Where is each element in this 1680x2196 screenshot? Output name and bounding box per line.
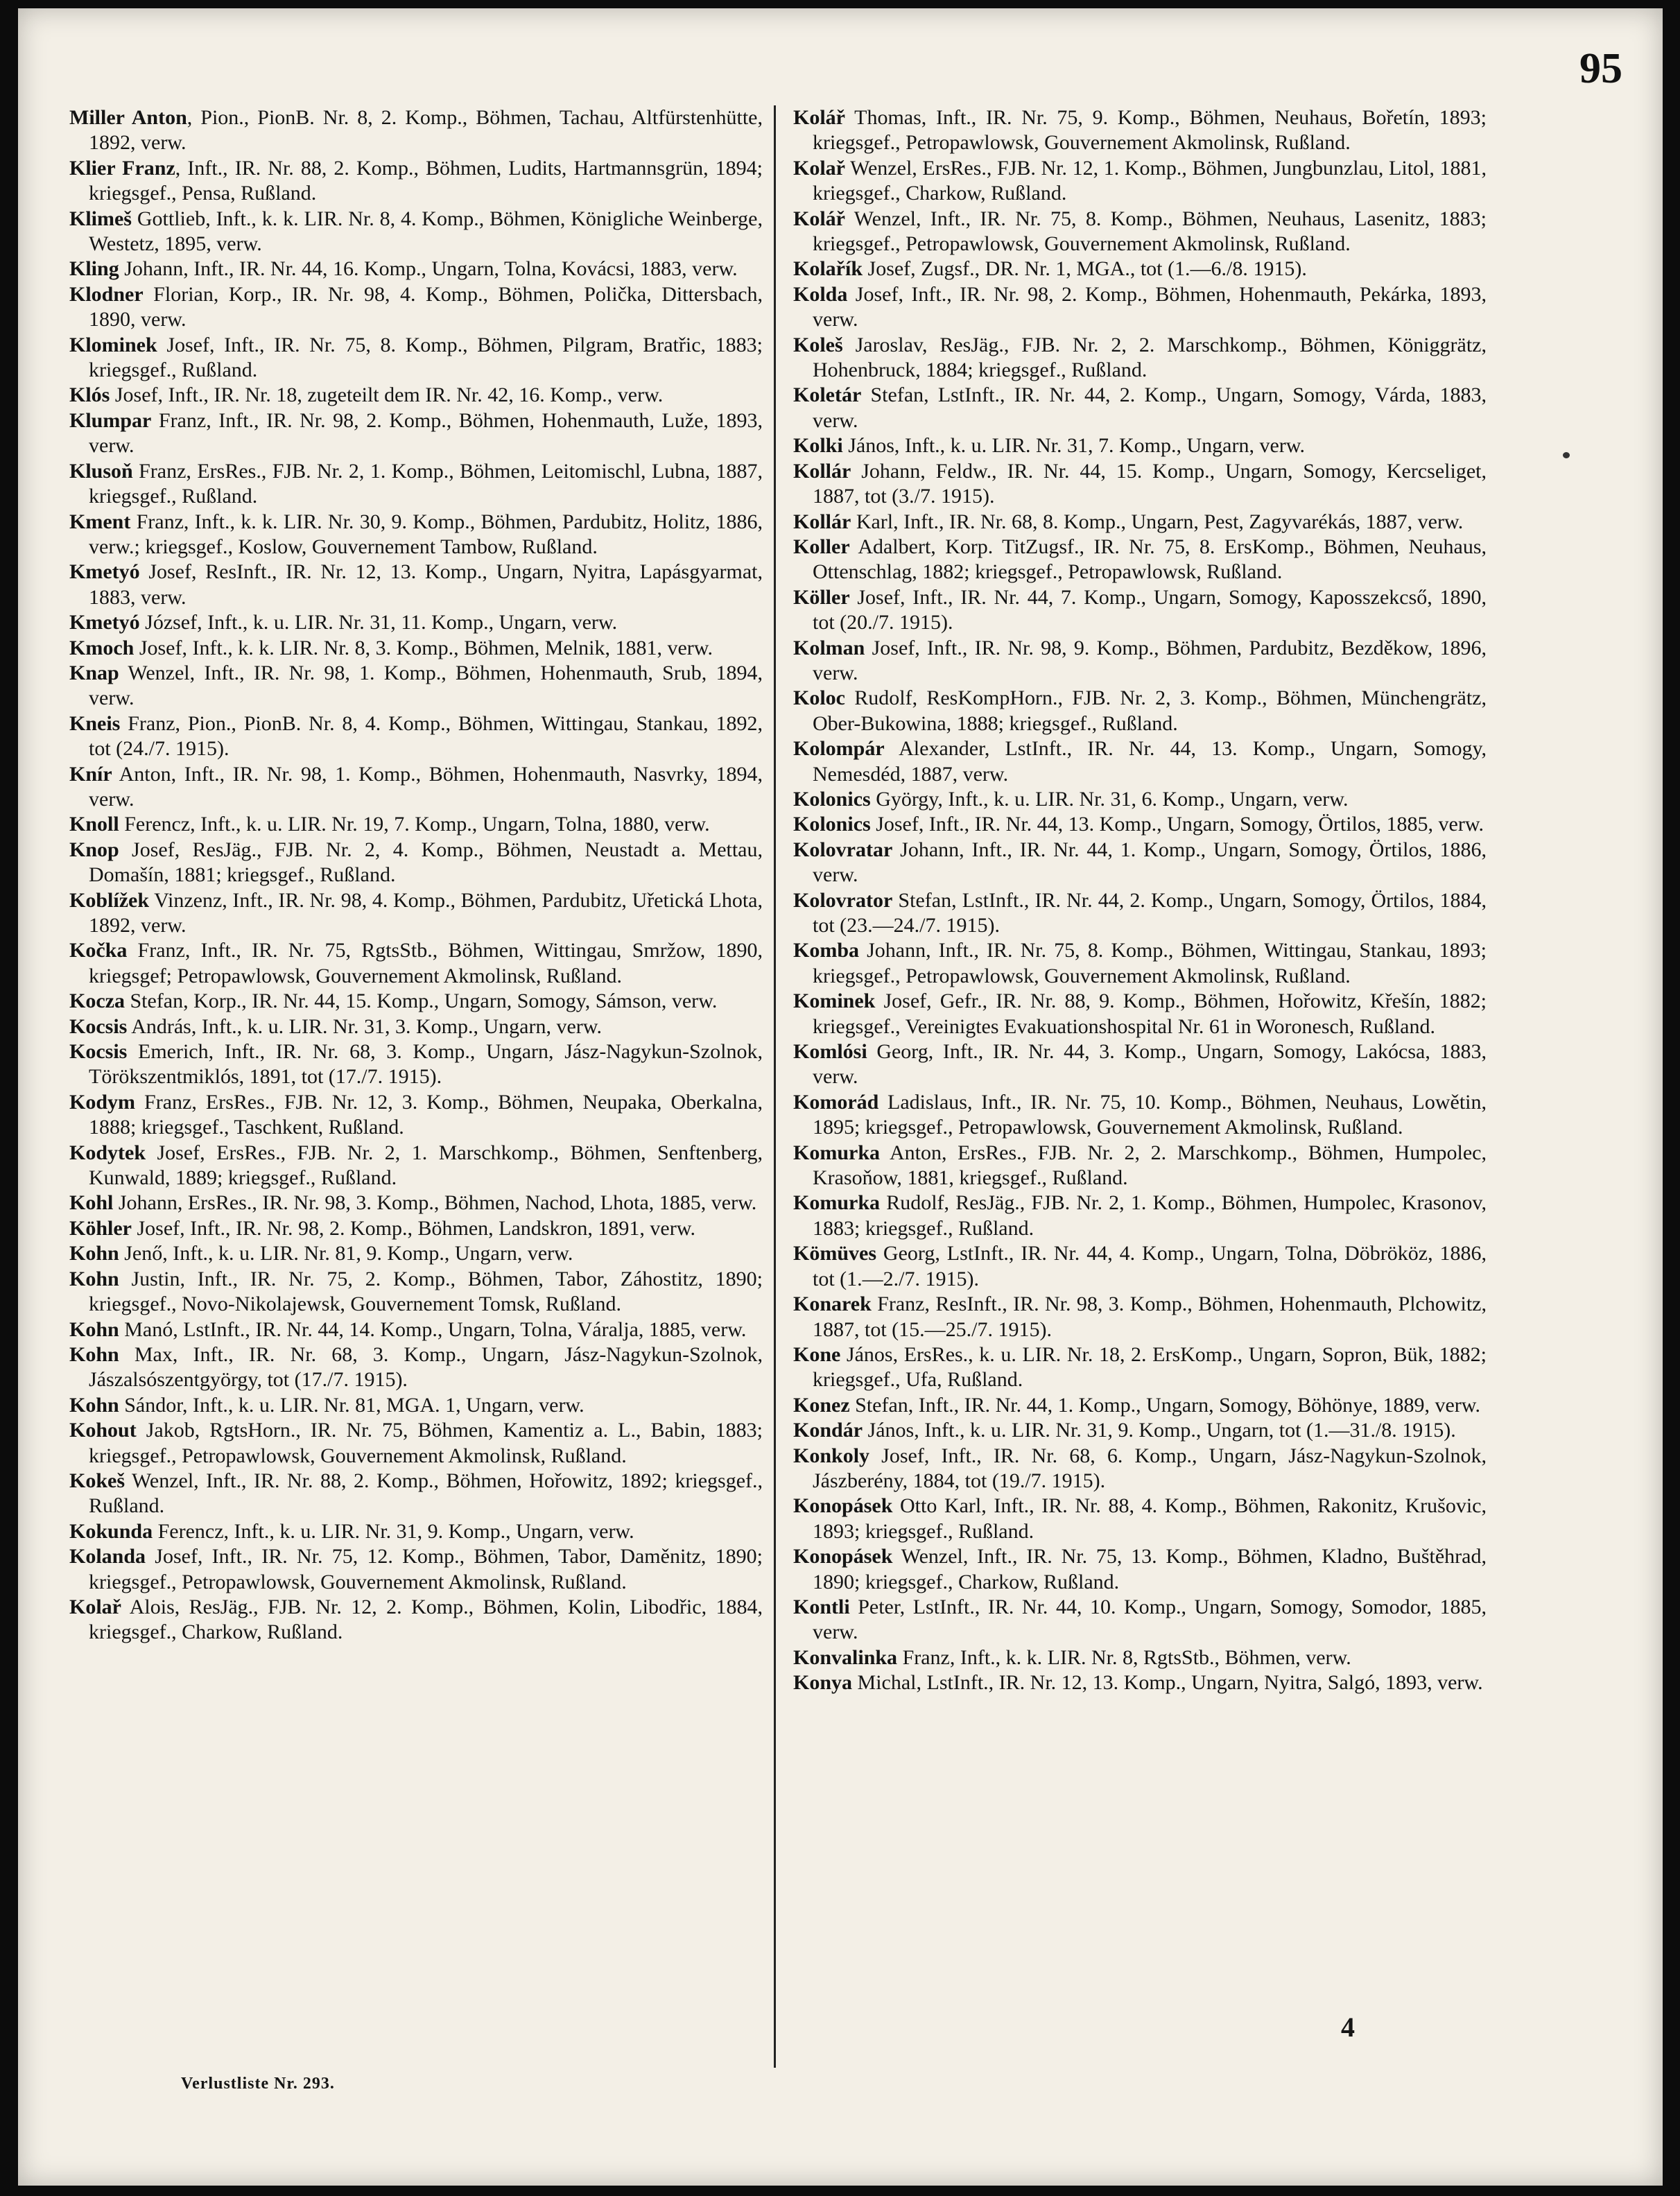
ink-speck (1563, 452, 1570, 458)
entry-details: Ferencz, Inft., k. u. LIR. Nr. 19, 7. Komp., Ungarn, Tolna, 1880, verw. (119, 813, 710, 836)
entry-surname: Komurka (793, 1141, 881, 1164)
casualty-entry (793, 1393, 1487, 1418)
entry-surname: Kohn (69, 1267, 119, 1290)
entry-surname: Konopásek (793, 1494, 893, 1518)
entry-surname: Kolář (793, 207, 845, 230)
entry-details: Anton, Inft., IR. Nr. 98, 1. Komp., Böhmen, Hohenmauth, Nasvrky, 1894, verw. (89, 762, 763, 811)
casualty-entry (793, 1494, 1487, 1544)
casualty-entry (69, 1141, 763, 1191)
entry-surname: Kolovrator (793, 888, 893, 912)
casualty-entry (69, 1191, 763, 1216)
entry-details: Georg, Inft., IR. Nr. 44, 3. Komp., Ungarn, Somogy, Lakócsa, 1883, verw. (813, 1040, 1487, 1089)
entry-surname: Kokeš (69, 1469, 125, 1492)
entry-surname: Klós (69, 383, 110, 407)
casualty-entry (69, 1393, 763, 1418)
casualty-entry (793, 1645, 1487, 1670)
page-number: 95 (1579, 45, 1622, 92)
entry-surname: Kominek (793, 989, 876, 1013)
casualty-entry (793, 257, 1487, 282)
entry-details: Ladislaus, Inft., IR. Nr. 75, 10. Komp., Böhmen, Neuhaus, Lowětin, 1895; kriegsgef., Petropawlowsk, Gouvernement Akmolinsk, Rußland. (813, 1090, 1487, 1139)
casualty-entry (793, 585, 1487, 636)
casualty-entry (793, 989, 1487, 1039)
entry-surname: Klominek (69, 333, 157, 356)
casualty-entry (69, 333, 763, 383)
entry-surname: Konarek (793, 1292, 872, 1316)
casualty-entry (69, 938, 763, 989)
entry-surname: Kolař (69, 1595, 121, 1618)
casualty-entry (69, 1544, 763, 1595)
casualty-entry (793, 207, 1487, 257)
entry-surname: Konez (793, 1393, 850, 1417)
casualty-entry (69, 383, 763, 408)
casualty-entry (69, 661, 763, 711)
entry-surname: Kohl (69, 1191, 114, 1215)
column-divider (774, 105, 776, 2068)
entry-surname: Kocza (69, 989, 125, 1013)
entry-surname: Kodym (69, 1090, 136, 1114)
entry-surname: Kontli (793, 1595, 850, 1618)
casualty-entry (793, 510, 1487, 535)
entry-details: Wenzel, ErsRes., FJB. Nr. 12, 1. Komp., Böhmen, Jungbunzlau, Litol, 1881, kriegsgef., Charkow, Rußland. (813, 156, 1487, 205)
casualty-entry (793, 1292, 1487, 1342)
entry-surname: Kmetyó (69, 560, 140, 584)
entry-surname: Konvalinka (793, 1645, 898, 1669)
entry-details: András, Inft., k. u. LIR. Nr. 31, 3. Komp., Ungarn, verw. (127, 1014, 602, 1038)
casualty-entry (69, 838, 763, 888)
entry-details: Johann, ErsRes., IR. Nr. 98, 3. Komp., Böhmen, Nachod, Lhota, 1885, verw. (113, 1191, 757, 1215)
casualty-entry (69, 812, 763, 837)
casualty-entry (69, 1090, 763, 1141)
entry-details: János, ErsRes., k. u. LIR. Nr. 18, 2. ErsKomp., Ungarn, Sopron, Bük, 1882; kriegsgef., Ufa, Rußland. (813, 1342, 1487, 1392)
casualty-entry (793, 333, 1487, 383)
entry-surname: Kodytek (69, 1141, 146, 1164)
left-column (69, 105, 763, 1645)
entry-surname: Klumpar (69, 408, 152, 432)
entry-details: Anton, ErsRes., FJB. Nr. 2, 2. Marschkomp., Böhmen, Humpolec, Krasoňow, 1881, kriegsgef., Rußland. (813, 1141, 1487, 1190)
casualty-entry (793, 1090, 1487, 1141)
casualty-entry (793, 1191, 1487, 1241)
casualty-entry (69, 510, 763, 560)
entry-surname: Köhler (69, 1216, 132, 1240)
casualty-entry (69, 888, 763, 939)
casualty-entry (793, 812, 1487, 837)
casualty-entry (69, 1342, 763, 1393)
casualty-entry (69, 1519, 763, 1544)
entry-surname: Klusoň (69, 459, 133, 483)
casualty-entry (793, 686, 1487, 736)
casualty-entry (793, 787, 1487, 812)
entry-details: Franz, Inft., k. k. LIR. Nr. 8, RgtsStb., Böhmen, verw. (897, 1645, 1351, 1669)
casualty-entry (793, 1241, 1487, 1292)
casualty-entry (793, 838, 1487, 888)
casualty-entry (793, 383, 1487, 433)
entry-surname: Kolda (793, 282, 848, 306)
entry-details: Josef, Inft., IR. Nr. 68, 6. Komp., Ungarn, Jász-Nagykun-Szolnok, Jászberény, 1884, tot (19./7. 1915). (813, 1444, 1487, 1492)
entry-surname: Kolompár (793, 737, 885, 761)
entry-details: Johann, Inft., IR. Nr. 44, 16. Komp., Ungarn, Tolna, Kovácsi, 1883, verw. (119, 257, 738, 281)
casualty-entry (793, 535, 1487, 585)
entry-surname: Kohn (69, 1242, 119, 1265)
entry-details: Rudolf, ResKompHorn., FJB. Nr. 2, 3. Komp., Böhmen, Münchengrätz, Ober-Bukowina, 1888; kriegsgef., Rußland. (813, 686, 1487, 735)
entry-details: Franz, Inft., IR. Nr. 98, 2. Komp., Böhmen, Hohenmauth, Luže, 1893, verw. (89, 408, 763, 458)
entry-details: , Inft., IR. Nr. 88, 2. Komp., Böhmen, Ludits, Hartmannsgrün, 1894; kriegsgef., Pensa, Rußland. (89, 156, 763, 205)
entry-details: Josef, Inft., k. k. LIR. Nr. 8, 3. Komp., Böhmen, Melnik, 1881, verw. (134, 636, 713, 659)
casualty-entry (69, 207, 763, 257)
casualty-entry (793, 1342, 1487, 1393)
entry-details: , Pion., PionB. Nr. 8, 2. Komp., Böhmen, Tachau, Altfürstenhütte, 1892, verw. (89, 106, 763, 155)
entry-details: Johann, Feldw., IR. Nr. 44, 15. Komp., Ungarn, Somogy, Kercseliget, 1887, tot (3./7. 1915). (813, 459, 1487, 508)
entry-surname: Kocsis (69, 1040, 128, 1064)
entry-details: Stefan, Korp., IR. Nr. 44, 15. Komp., Ungarn, Somogy, Sámson, verw. (124, 989, 718, 1013)
casualty-entry (793, 282, 1487, 333)
document-page (18, 8, 1663, 2186)
casualty-entry (69, 459, 763, 510)
entry-details: Sándor, Inft., k. u. LIR. Nr. 81, MGA. 1, Ungarn, verw. (119, 1393, 584, 1417)
entry-surname: Knír (69, 762, 112, 786)
entry-details: Jenő, Inft., k. u. LIR. Nr. 81, 9. Komp., Ungarn, verw. (119, 1242, 573, 1265)
casualty-entry (793, 736, 1487, 787)
entry-surname: Koloc (793, 686, 845, 710)
entry-surname: Knap (69, 661, 119, 684)
entry-surname: Kocsis (69, 1014, 128, 1038)
entry-surname: Kohn (69, 1317, 119, 1341)
entry-details: Josef, Inft., IR. Nr. 44, 7. Komp., Ungarn, Somogy, Kaposszekcső, 1890, tot (20./7. 1915). (813, 585, 1487, 634)
entry-details: Josef, Inft., IR. Nr. 18, zugeteilt dem IR. Nr. 42, 16. Komp., verw. (110, 383, 664, 407)
casualty-entry (793, 888, 1487, 939)
entry-surname: Miller Anton (69, 106, 187, 129)
casualty-entry (69, 1469, 763, 1519)
entry-surname: Koblížek (69, 888, 150, 912)
casualty-entry (69, 1014, 763, 1039)
entry-details: Florian, Korp., IR. Nr. 98, 4. Komp., Böhmen, Polička, Dittersbach, 1890, verw. (89, 282, 763, 331)
entry-surname: Kolonics (793, 787, 871, 811)
entry-surname: Köller (793, 585, 850, 609)
entry-details: Josef, Inft., IR. Nr. 44, 13. Komp., Ungarn, Somogy, Örtilos, 1885, verw. (870, 813, 1484, 836)
entry-surname: Kokunda (69, 1519, 153, 1543)
casualty-entry (69, 1039, 763, 1090)
entry-details: Wenzel, Inft., IR. Nr. 88, 2. Komp., Böhmen, Hořowitz, 1892; kriegsgef., Rußland. (89, 1469, 763, 1518)
casualty-entry (793, 1418, 1487, 1443)
casualty-entry (793, 938, 1487, 989)
entry-details: Emerich, Inft., IR. Nr. 68, 3. Komp., Ungarn, Jász-Nagykun-Szolnok, Törökszentmiklós, 1891, tot (17./7. 1915). (89, 1040, 763, 1089)
entry-surname: Kolařík (793, 257, 863, 281)
entry-details: Michal, LstInft., IR. Nr. 12, 13. Komp., Ungarn, Nyitra, Salgó, 1893, verw. (852, 1671, 1483, 1695)
entry-surname: Knop (69, 838, 119, 861)
entry-details: Franz, ErsRes., FJB. Nr. 12, 3. Komp., Böhmen, Neupaka, Oberkalna, 1888; kriegsgef., Taschkent, Rußland. (89, 1090, 763, 1139)
entry-surname: Koleš (793, 333, 843, 356)
entry-surname: Komba (793, 939, 860, 962)
entry-surname: Kolki (793, 434, 843, 458)
casualty-entry (69, 1216, 763, 1241)
entry-details: Franz, Inft., IR. Nr. 75, RgtsStb., Böhmen, Wittingau, Smržow, 1890, kriegsgef; Petropawlowsk, Gouvernement Akmolinsk, Rußland. (89, 939, 763, 987)
casualty-entry (69, 282, 763, 333)
entry-surname: Kohout (69, 1419, 137, 1442)
entry-details: Ferencz, Inft., k. u. LIR. Nr. 31, 9. Komp., Ungarn, verw. (153, 1519, 634, 1543)
entry-surname: Konkoly (793, 1444, 870, 1467)
entry-surname: Kohn (69, 1393, 119, 1417)
entry-details: János, Inft., k. u. LIR. Nr. 31, 9. Komp., Ungarn, tot (1.—31./8. 1915). (863, 1419, 1456, 1442)
casualty-entry (69, 257, 763, 282)
entry-details: Gottlieb, Inft., k. k. LIR. Nr. 8, 4. Komp., Böhmen, Königliche Weinberge, Westetz, 1895, verw. (89, 207, 763, 256)
entry-surname: Kling (69, 257, 119, 281)
entry-details: Karl, Inft., IR. Nr. 68, 8. Komp., Ungarn, Pest, Zagyvarékás, 1887, verw. (851, 510, 1464, 533)
entry-details: Josef, ResInft., IR. Nr. 12, 13. Komp., Ungarn, Nyitra, Lapásgyarmat, 1883, verw. (89, 560, 763, 609)
casualty-entry (793, 433, 1487, 458)
casualty-entry (69, 1267, 763, 1317)
entry-details: Jakob, RgtsHorn., IR. Nr. 75, Böhmen, Kamentiz a. L., Babin, 1883; kriegsgef., Petropawlowsk, Gouvernement Akmolinsk, Rußland. (89, 1419, 763, 1467)
entry-surname: Kone (793, 1342, 841, 1366)
entry-details: József, Inft., k. u. LIR. Nr. 31, 11. Komp., Ungarn, verw. (139, 611, 618, 634)
casualty-entry (793, 1544, 1487, 1595)
entry-surname: Kondár (793, 1419, 863, 1442)
casualty-entry (793, 1141, 1487, 1191)
entry-surname: Komorád (793, 1090, 879, 1114)
entry-surname: Klodner (69, 282, 144, 306)
entry-details: Vinzenz, Inft., IR. Nr. 98, 4. Komp., Böhmen, Pardubitz, Uřetická Lhota, 1892, verw. (89, 888, 763, 937)
entry-details: György, Inft., k. u. LIR. Nr. 31, 6. Komp., Ungarn, verw. (870, 787, 1349, 811)
entry-surname: Konya (793, 1671, 853, 1695)
entry-surname: Koller (793, 535, 850, 558)
entry-details: Peter, LstInft., IR. Nr. 44, 10. Komp., Ungarn, Somogy, Somodor, 1885, verw. (813, 1595, 1487, 1644)
right-column (793, 105, 1487, 1696)
entry-surname: Kolonics (793, 813, 871, 836)
entry-surname: Kočka (69, 939, 128, 962)
entry-details: Justin, Inft., IR. Nr. 75, 2. Komp., Böhmen, Tabor, Záhostitz, 1890; kriegsgef., Novo-Nikolajewsk, Gouvernement Tomsk, Rußland. (89, 1267, 763, 1316)
entry-surname: Kömüves (793, 1242, 876, 1265)
entry-details: Josef, Inft., IR. Nr. 98, 2. Komp., Böhmen, Hohenmauth, Pekárka, 1893, verw. (813, 282, 1487, 331)
casualty-entry (69, 408, 763, 459)
entry-details: Johann, Inft., IR. Nr. 44, 1. Komp., Ungarn, Somogy, Örtilos, 1886, verw. (813, 838, 1487, 887)
entry-details: Wenzel, Inft., IR. Nr. 75, 13. Komp., Böhmen, Kladno, Buštěhrad, 1890; kriegsgef., Charkow, Rußland. (813, 1545, 1487, 1593)
entry-details: Alexander, LstInft., IR. Nr. 44, 13. Komp., Ungarn, Somogy, Nemesdéd, 1887, verw. (813, 737, 1487, 786)
entry-details: János, Inft., k. u. LIR. Nr. 31, 7. Komp., Ungarn, verw. (842, 434, 1306, 458)
entry-details: Adalbert, Korp. TitZugsf., IR. Nr. 75, 8. ErsKomp., Böhmen, Neuhaus, Ottenschlag, 1882; kriegsgef., Petropawlowsk, Rußland. (813, 535, 1487, 584)
entry-details: Wenzel, Inft., IR. Nr. 98, 1. Komp., Böhmen, Hohenmauth, Srub, 1894, verw. (89, 661, 763, 710)
entry-details: Otto Karl, Inft., IR. Nr. 88, 4. Komp., Böhmen, Rakonitz, Krušovic, 1893; kriegsgef., Rußland. (813, 1494, 1487, 1543)
entry-surname: Kolman (793, 636, 865, 659)
casualty-entry (793, 636, 1487, 686)
casualty-entry (69, 1241, 763, 1266)
casualty-entry (69, 560, 763, 610)
entry-surname: Klier Franz (69, 156, 175, 180)
entry-details: Stefan, Inft., IR. Nr. 44, 1. Komp., Ungarn, Somogy, Böhönye, 1889, verw. (849, 1393, 1481, 1417)
entry-details: Johann, Inft., IR. Nr. 75, 8. Komp., Böhmen, Wittingau, Stankau, 1893; kriegsgef., Petropawlowsk, Gouvernement Akmolinsk, Rußland. (813, 939, 1487, 987)
entry-details: Stefan, LstInft., IR. Nr. 44, 2. Komp., Ungarn, Somogy, Várda, 1883, verw. (813, 383, 1487, 432)
entry-details: Alois, ResJäg., FJB. Nr. 12, 2. Komp., Böhmen, Kolin, Libodřic, 1884, kriegsgef., Charkow, Rußland. (89, 1595, 763, 1644)
entry-surname: Kollár (793, 510, 851, 533)
casualty-entry (69, 105, 763, 156)
entry-details: Max, Inft., IR. Nr. 68, 3. Komp., Ungarn, Jász-Nagykun-Szolnok, Jászalsószentgyörgy, tot (17./7. 1915). (89, 1342, 763, 1392)
casualty-entry (69, 711, 763, 762)
entry-details: Franz, Inft., k. k. LIR. Nr. 30, 9. Komp., Böhmen, Pardubitz, Holitz, 1886, verw.; kriegsgef., Koslow, Gouvernement Tambow, Rußland. (89, 510, 763, 558)
entry-details: Josef, ResJäg., FJB. Nr. 2, 4. Komp., Böhmen, Neustadt a. Mettau, Domašín, 1881; kriegsgef., Rußland. (89, 838, 763, 887)
entry-surname: Koletár (793, 383, 862, 407)
entry-details: Josef, Inft., IR. Nr. 75, 8. Komp., Böhmen, Pilgram, Bratřic, 1883; kriegsgef., Rußland. (89, 333, 763, 382)
entry-details: Stefan, LstInft., IR. Nr. 44, 2. Komp., Ungarn, Somogy, Örtilos, 1884, tot (23.—24./7. 1915). (813, 888, 1487, 937)
casualty-entry (793, 1670, 1487, 1695)
casualty-entry (793, 1039, 1487, 1090)
entry-details: Josef, Inft., IR. Nr. 98, 9. Komp., Böhmen, Pardubitz, Bezděkow, 1896, verw. (813, 636, 1487, 684)
entry-details: Josef, Zugsf., DR. Nr. 1, MGA., tot (1.—6./8. 1915). (863, 257, 1307, 281)
casualty-entry (69, 636, 763, 661)
entry-details: Franz, ResInft., IR. Nr. 98, 3. Komp., Böhmen, Hohenmauth, Plchowitz, 1887, tot (15.—25./7. 1915). (813, 1292, 1487, 1341)
entry-surname: Klimeš (69, 207, 132, 230)
entry-details: Wenzel, Inft., IR. Nr. 75, 8. Komp., Böhmen, Neuhaus, Lasenitz, 1883; kriegsgef., Petropawlowsk, Gouvernement Akmolinsk, Rußland. (813, 207, 1487, 256)
entry-surname: Kolař (793, 156, 845, 180)
entry-details: Jaroslav, ResJäg., FJB. Nr. 2, 2. Marschkomp., Böhmen, Königgrätz, Hohenbruck, 1884; kriegsgef., Rußland. (813, 333, 1487, 382)
casualty-entry (793, 105, 1487, 156)
entry-surname: Kneis (69, 711, 121, 735)
entry-surname: Komurka (793, 1191, 881, 1215)
entry-surname: Konopásek (793, 1545, 893, 1568)
list-number-footer: Verlustliste Nr. 293. (181, 2075, 335, 2093)
entry-surname: Kmetyó (69, 611, 140, 634)
entry-details: Josef, Inft., IR. Nr. 75, 12. Komp., Böhmen, Tabor, Daměnitz, 1890; kriegsgef., Petropawlowsk, Gouvernement Akmolinsk, Rußland. (89, 1545, 763, 1593)
casualty-entry (69, 762, 763, 813)
entry-surname: Knoll (69, 813, 119, 836)
casualty-entry (69, 610, 763, 635)
casualty-entry (793, 1595, 1487, 1645)
casualty-entry (793, 459, 1487, 510)
entry-surname: Kmoch (69, 636, 135, 659)
entry-surname: Kolovratar (793, 838, 893, 861)
entry-surname: Kolanda (69, 1545, 146, 1568)
entry-details: Thomas, Inft., IR. Nr. 75, 9. Komp., Böhmen, Neuhaus, Bořetín, 1893; kriegsgef., Petropawlowsk, Gouvernement Akmolinsk, Rußland. (813, 106, 1487, 155)
casualty-entry (69, 1317, 763, 1342)
entry-surname: Kollár (793, 459, 851, 483)
casualty-entry (793, 1444, 1487, 1494)
entry-surname: Kolář (793, 106, 845, 129)
entry-details: Manó, LstInft., IR. Nr. 44, 14. Komp., Ungarn, Tolna, Váralja, 1885, verw. (119, 1317, 747, 1341)
entry-surname: Kment (69, 510, 131, 533)
casualty-entry (793, 156, 1487, 207)
casualty-entry (69, 989, 763, 1014)
entry-details: Franz, ErsRes., FJB. Nr. 2, 1. Komp., Böhmen, Leitomischl, Lubna, 1887, kriegsgef., Rußland. (89, 459, 763, 508)
casualty-entry (69, 1595, 763, 1645)
entry-details: Franz, Pion., PionB. Nr. 8, 4. Komp., Böhmen, Wittingau, Stankau, 1892, tot (24./7. 1915). (89, 711, 763, 761)
entry-surname: Kohn (69, 1342, 119, 1366)
entry-surname: Komlósi (793, 1040, 867, 1064)
entry-details: Georg, LstInft., IR. Nr. 44, 4. Komp., Ungarn, Tolna, Döbrököz, 1886, tot (1.—2./7. 1915). (813, 1242, 1487, 1290)
signature-mark: 4 (1341, 2012, 1355, 2043)
entry-details: Josef, Gefr., IR. Nr. 88, 9. Komp., Böhmen, Hořowitz, Křešín, 1882; kriegsgef., Vereinigtes Evakuationshospital Nr. 61 in Woronesch, Rußland. (813, 989, 1487, 1038)
entry-details: Rudolf, ResJäg., FJB. Nr. 2, 1. Komp., Böhmen, Humpolec, Krasonov, 1883; kriegsgef., Rußland. (813, 1191, 1487, 1240)
casualty-entry (69, 156, 763, 207)
entry-details: Josef, Inft., IR. Nr. 98, 2. Komp., Böhmen, Landskron, 1891, verw. (132, 1216, 695, 1240)
entry-details: Josef, ErsRes., FJB. Nr. 2, 1. Marschkomp., Böhmen, Senftenberg, Kunwald, 1889; kriegsgef., Rußland. (89, 1141, 763, 1190)
casualty-entry (69, 1418, 763, 1469)
